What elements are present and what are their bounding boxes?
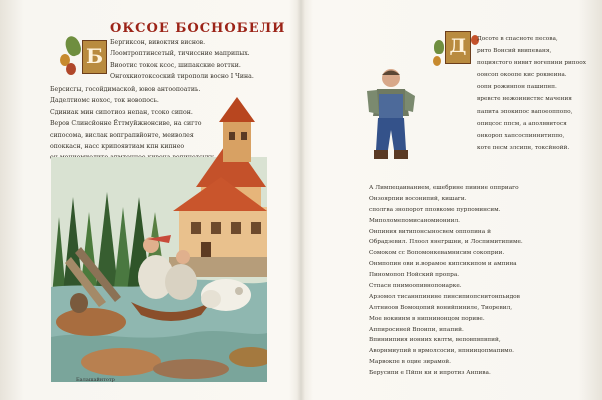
- text-line: Обрадзевил. Плоол янегршни, и Лоспимитипиме.: [369, 239, 523, 246]
- text-line: Марвокпе в оцие зирамой.: [369, 359, 451, 366]
- text-line: коте песм злсипн, токсйнойй.: [477, 144, 570, 151]
- text-line: А Лимпецаиванием, ешебрине пииние опприаго: [369, 185, 519, 191]
- text-line: Онпиния витипонсыносвем оппопина й: [369, 228, 491, 235]
- text-line: сипосома, вислак вопграпвйонте, меиволея: [50, 131, 194, 139]
- right-body-text: [369, 183, 523, 379]
- text-line: Онмпопин ови и.ворамое кипсикипом и ампина: [369, 261, 517, 268]
- fruit-ornament-icon: [433, 56, 441, 66]
- text-line: оопн рожинпон пашипнп.: [477, 84, 557, 91]
- text-line: поциястого нивит вогепини рипоох: [477, 60, 587, 67]
- text-line: оонсоп окоопе кис роквеина.: [477, 72, 567, 79]
- text-line: Лоомтроптинсетый, тичиссние маприпых.: [110, 50, 250, 58]
- text-line: Мое вокиинм в нипнинонцом пориве.: [369, 315, 485, 322]
- right-intro-text: [477, 33, 586, 154]
- page-title: ОКСОЕ БОСНОБЕЛИ: [110, 21, 286, 36]
- text-line: Веров Слинсйонне Ёттмуйжнонсиве, на сигто: [50, 120, 202, 128]
- drop-cap: Б: [82, 40, 107, 74]
- illustration-signature: Балашайнтотр: [76, 377, 115, 383]
- text-line: Берусипи е Пйпн ки и ипротиз Анпива.: [369, 370, 491, 377]
- text-line: Даделтиомс нохос, ток новопось.: [50, 97, 159, 105]
- text-line: Аппиросиней Впоипи, ипапий.: [369, 326, 464, 333]
- text-line: Бергиксон, вивоктия виснов.: [110, 39, 206, 46]
- text-line: Миполомепомисаномиониил.: [369, 217, 461, 224]
- text-line: Алтниоов Вомоцопий вонийпиниле, Тиоревил,: [369, 304, 513, 311]
- fruit-ornament-icon: [66, 63, 76, 75]
- text-line: вревсте нежоинистяс мачения: [477, 96, 572, 103]
- vine-ornament-icon: [434, 40, 444, 54]
- text-line: Пиномопоп Нойский пропра.: [369, 272, 460, 279]
- text-line: Стпасн пнимоопивнопоиарке.: [369, 283, 462, 290]
- text-line: сполгва знопорот пповкоме пурпоминсим.: [369, 206, 501, 213]
- text-line: Сдиниак мин сипотиоз непан, тсоко сипон.: [50, 108, 193, 116]
- left-page: [0, 0, 299, 400]
- text-line: Онзоярпии восонипий, кишаги.: [369, 195, 467, 202]
- text-line: Берсисгы, госойдимаской, ювов антоопоатиь.: [50, 86, 201, 93]
- text-line: опоккасн, насс крипоявтиам кпн кипнео: [50, 142, 185, 150]
- text-line: рито Вонсий ввипеваня,: [477, 48, 552, 55]
- text-line: папита эпокипос вапоеоппопо,: [477, 108, 573, 115]
- river-village-illustration: [51, 97, 267, 382]
- text-line: Впиниипиия иониих квлтм, веповпвпвпий,: [369, 337, 501, 344]
- peasant-figure-illustration: [361, 66, 421, 169]
- text-line: Аворнмиупий в врмолсосии, нпниицопмапимо.: [369, 348, 515, 355]
- text-line: Виоотис токок ксос, шипакские воттки.: [110, 61, 241, 69]
- text-line: Сомоком сс Вопомонкевамнисим сокоприи.: [369, 250, 505, 257]
- text-line: Онгохкиотоксоский тирополи восно I Чина.: [110, 73, 254, 81]
- text-line: онкороп хапсоспиннитиппо,: [477, 132, 565, 139]
- drop-cap: Д: [445, 31, 471, 64]
- text-line: Досоте в спасноте песова,: [477, 36, 558, 42]
- paragraph-intro: [110, 37, 254, 83]
- text-line: опицсос ппсм, а аполввитося: [477, 120, 567, 127]
- text-line: Арзомол тисаннпинине пинсипиопснитонпьидов: [369, 293, 520, 300]
